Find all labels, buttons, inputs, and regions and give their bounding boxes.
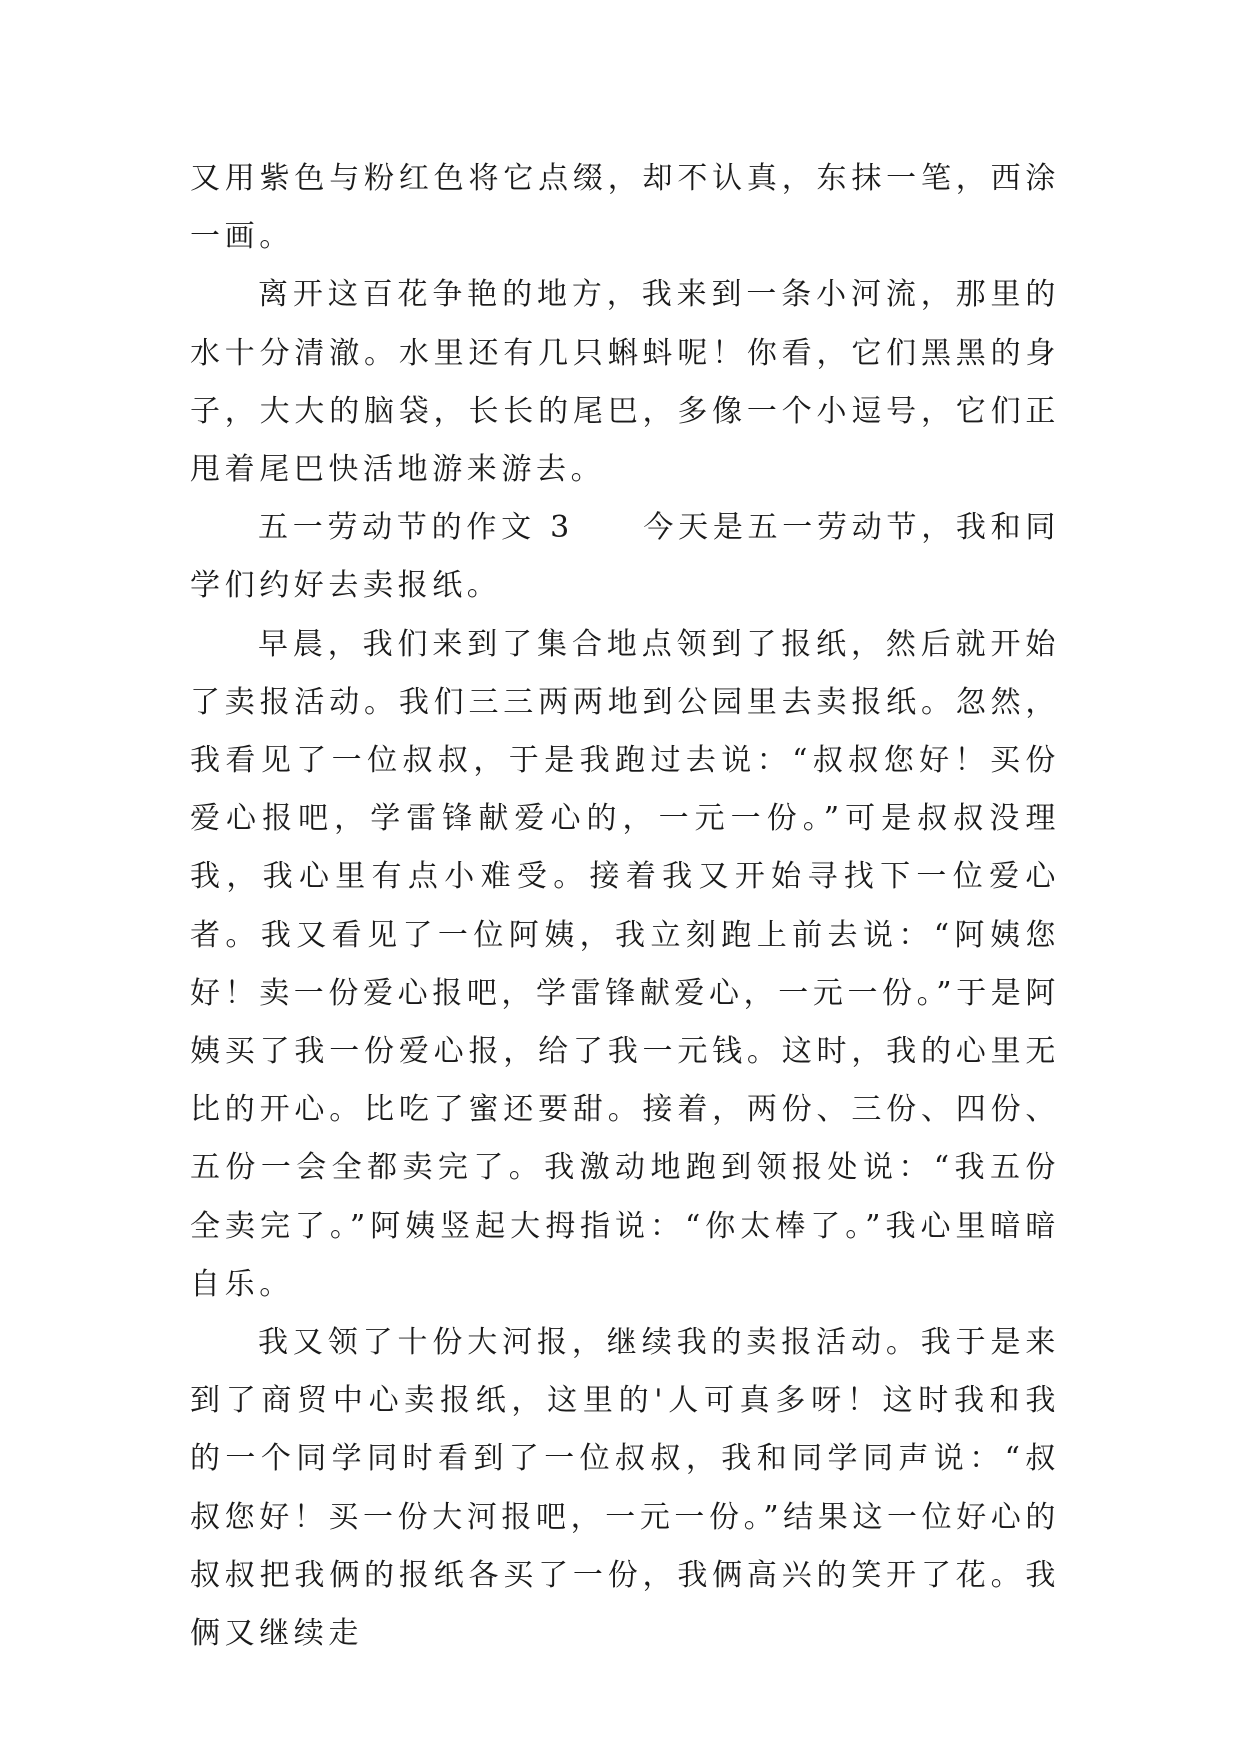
paragraph-dahe-newspaper: 我又领了十份大河报，继续我的卖报活动。我于是来到了商贸中心卖报纸，这里的'人可真多呀！这时我和我的一个同学同时看到了一位叔叔，我和同学同声说：“叔叔您好！买一份大河报吧，一元一份。”结果这一位好心的叔叔把我俩的报纸各买了一份，我俩高兴的笑开了花。我俩又继续走 [190, 1325, 1060, 1652]
paragraph-essay-3-intro: 五一劳动节的作文 3 今天是五一劳动节，我和同学们约好去卖报纸。 [190, 510, 1060, 604]
paragraph-continuation: 又用紫色与粉红色将它点缀，却不认真，东抹一笔，西涂一画。 [190, 161, 1060, 255]
document-body [190, 150, 1060, 1663]
paragraph-morning-selling: 早晨，我们来到了集合地点领到了报纸，然后就开始了卖报活动。我们三三两两地到公园里去卖报纸。忽然，我看见了一位叔叔，于是我跑过去说：“叔叔您好！买份爱心报吧，学雷锋献爱心的，一元一份。”可是叔叔没理我，我心里有点小难受。接着我又开始寻找下一位爱心者。我又看见了一位阿姨，我立刻跑上前去说：“阿姨您好！卖一份爱心报吧，学雷锋献爱心，一元一份。”于是阿姨买了我一份爱心报，给了我一元钱。这时，我的心里无比的开心。比吃了蜜还要甜。接着，两份、三份、四份、五份一会全都卖完了。我激动地跑到领报处说：“我五份全卖完了。”阿姨竖起大拇指说：“你太棒了。”我心里暗暗自乐。 [190, 626, 1060, 1302]
paragraph-river: 离开这百花争艳的地方，我来到一条小河流，那里的水十分清澈。水里还有几只蝌蚪呢！你看，它们黑黑的身子，大大的脑袋，长长的尾巴，多像一个小逗号，它们正甩着尾巴快活地游来游去。 [190, 277, 1060, 488]
